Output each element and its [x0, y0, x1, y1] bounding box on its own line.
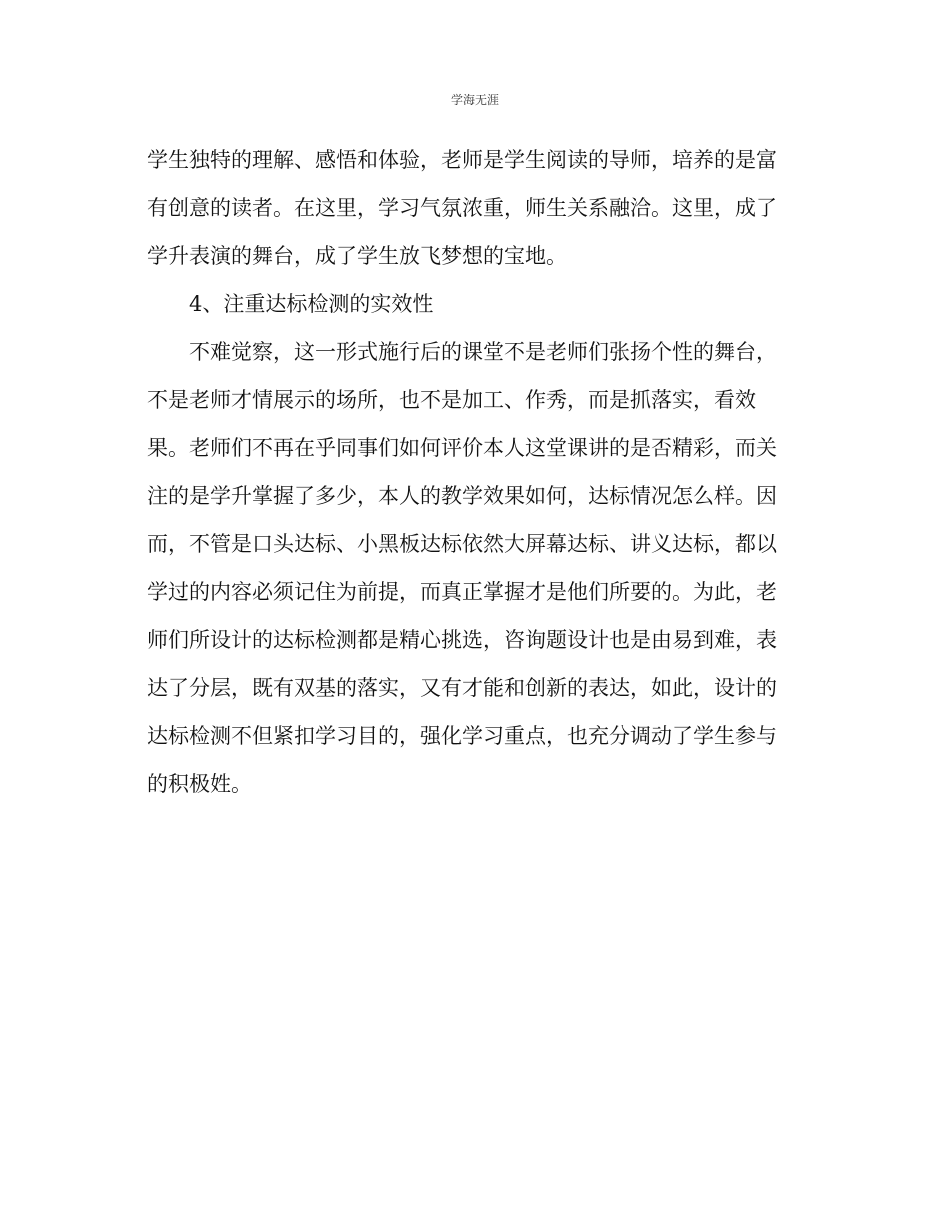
text-line: 达了分层，既有双基的落实，又有才能和创新的表达，如此，设计的 [147, 676, 777, 700]
text-line: 师们所设计的达标检测都是精心挑选，咨询题设计也是由易到难，表 [147, 628, 777, 652]
text-line: 学生独特的理解、感悟和体验，老师是学生阅读的导师，培养的是富 [147, 148, 777, 172]
text-line: 果。老师们不再在乎同事们如何评价本人这堂课讲的是否精彩，而关 [147, 436, 777, 460]
text-line: 的积极姓。 [147, 772, 252, 796]
text-line: 不是老师才情展示的场所，也不是加工、作秀，而是抓落实，看效 [147, 388, 756, 412]
section-heading: 4、注重达标检测的实效性 [189, 292, 434, 316]
text-line: 注的是学升掌握了多少，本人的教学效果如何，达标情况怎么样。因 [147, 484, 777, 508]
text-line: 达标检测不但紧扣学习目的，强化学习重点，也充分调动了学生参与 [147, 724, 777, 748]
text-line: 学过的内容必须记住为前提，而真正掌握才是他们所要的。为此，老 [147, 580, 777, 604]
body-text [147, 136, 803, 808]
text-line: 有创意的读者。在这里，学习气氛浓重，师生关系融洽。这里，成了 [147, 196, 777, 220]
text-line: 学升表演的舞台，成了学生放飞梦想的宝地。 [147, 244, 567, 268]
page-header: 学海无涯 [450, 93, 499, 107]
text-line: 不难觉察，这一形式施行后的课堂不是老师们张扬个性的舞台， [189, 340, 777, 364]
text-line: 而，不管是口头达标、小黑板达标依然大屏幕达标、讲义达标，都以 [147, 532, 777, 556]
